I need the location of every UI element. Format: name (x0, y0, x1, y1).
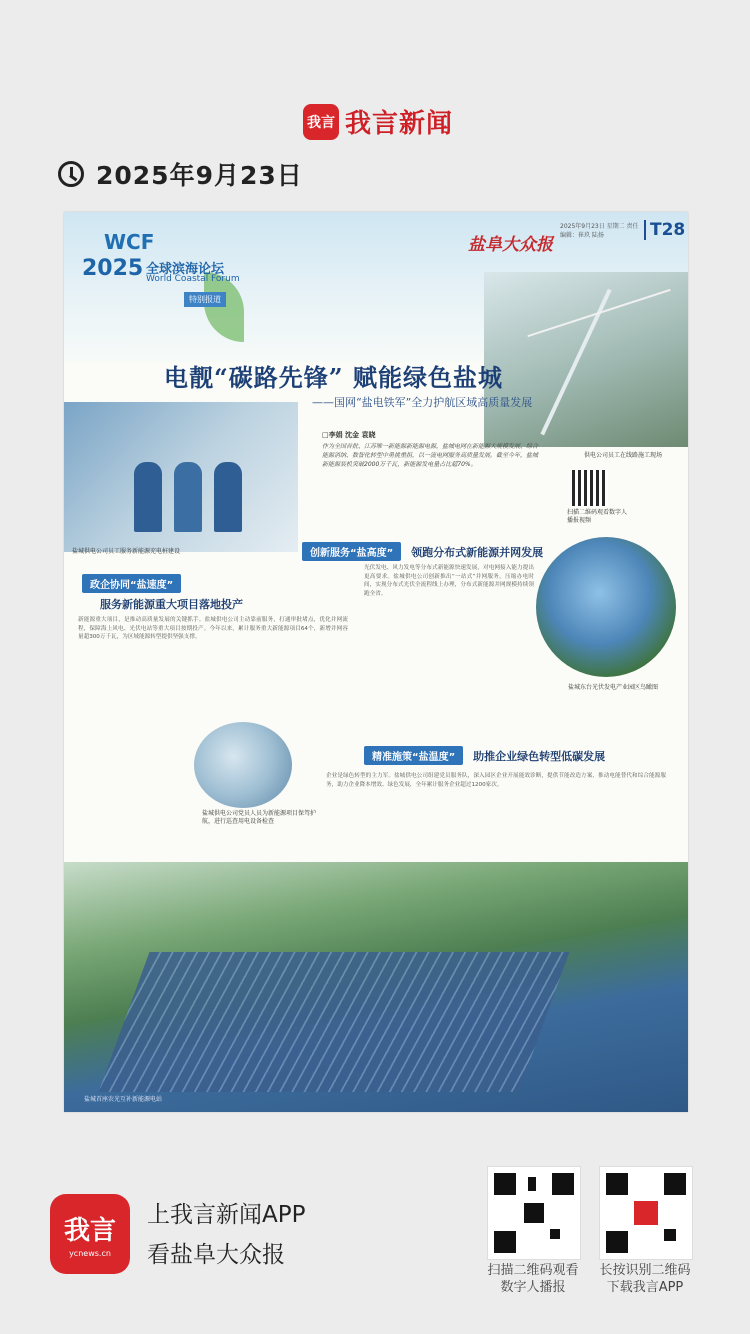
qr1-caption-line2: 数字人播报 (500, 1280, 566, 1295)
app-logo-url: ycnews.cn (69, 1249, 111, 1258)
section-badge: 政企协同“盐速度” (82, 574, 181, 593)
forum-name-en: World Coastal Forum (146, 274, 240, 284)
qr2-caption-line2: 下载我言APP (606, 1280, 684, 1295)
app-logo-icon[interactable] (50, 1194, 130, 1274)
small-qr-caption: 扫描二维码观看数字人播报视频 (567, 509, 628, 524)
tower-photo-caption: 供电公司员工在线路施工现场 (584, 452, 663, 459)
section1-title: 服务新能源重大项目落地投产 (100, 598, 243, 611)
logo-badge-icon: 我言 (303, 104, 339, 140)
section2-body: 光伏发电、风力发电等分布式新能源快速发展，对电网接入能力提出更高要求。盐城供电公司创新推出“一站式”并网服务，压缩办电时间，实现分布式光伏全流程线上办理，分布式新能源并网规模持续领跑全省。 (364, 565, 534, 597)
footer-promo-line2: 看盐阜大众报 (147, 1242, 285, 1268)
publish-date: 2025年9月23日 (96, 161, 303, 190)
aerial-photo-caption: 盐城东台光伏发电产业园区鸟瞰图 (568, 684, 659, 691)
forum-year: 2025 (82, 256, 144, 281)
section-government-header (82, 574, 181, 593)
clock-icon (58, 161, 84, 187)
page-number: T28 (644, 220, 685, 240)
photo1-caption: 盐城供电公司员工服务新能源充电桩建设 (72, 548, 181, 555)
solar-panels-array (99, 952, 570, 1092)
section-precision-header (364, 746, 605, 765)
byline: □李娟 沈金 袁晓 (322, 431, 376, 439)
section-badge: 创新服务“盐高度” (302, 542, 401, 561)
newspaper-page[interactable] (64, 212, 688, 1112)
section-innovation-header (302, 542, 543, 561)
worker-figure (214, 462, 242, 532)
power-tower-photo (484, 272, 688, 447)
footer-promo-line1: 上我言新闻APP (147, 1202, 306, 1228)
farm-photo-caption: 盐城首座农光互补新能源电站 (84, 1096, 163, 1103)
headline: 电靓“碳路先锋” 赋能绿色盐城 (164, 363, 503, 392)
special-report-tag: 特别报道 (184, 292, 226, 307)
section-title: 领跑分布式新能源并网发展 (411, 545, 544, 559)
inspection-worker-photo (194, 722, 292, 808)
worker-figure (134, 462, 162, 532)
digital-anchor-qr-code-icon[interactable] (487, 1166, 581, 1260)
download-app-qr-code-icon[interactable] (599, 1166, 693, 1260)
qr2-caption (585, 1262, 705, 1296)
solar-park-aerial-photo (536, 537, 676, 677)
site-logo (303, 103, 453, 140)
forum-name-cn: 全球滨海论坛 (146, 262, 225, 277)
section3-body: 企业是绿色转型的主力军。盐城供电公司组建党员服务队，深入园区企业开展能效诊断，提供节能改造方案，推动电能替代和综合能源服务，助力企业降本增效、绿色发展，全年累计服务企业超过1200家次。 (326, 773, 666, 788)
small-qr-code-icon[interactable] (572, 470, 608, 506)
subheadline: ——国网“盐电铁军”全力护航区域高质量发展 (312, 396, 533, 409)
forum-logo: WCF (104, 230, 155, 254)
page-meta: 2025年9月23日 星期二 责任编辑：崔玖 陆扬 (560, 223, 639, 239)
worker-photo-caption: 盐城供电公司党员人员为新能源项目保驾护航，进行巡查用电设备检查 (202, 810, 317, 825)
logo-text: 我言新闻 (345, 109, 454, 139)
charging-station-photo (64, 402, 298, 552)
qr2-caption-line1: 长按识别二维码 (599, 1263, 691, 1278)
lead-paragraph: 作为全国首批、江苏唯一新能源新能源电源，盐城电网在新能源大规模发展、综合能源消纳、数智化转型中勇挑重担，以一流电网服务高质量发展。截至今年，盐城新能源装机突破2000万千瓦，新能源发电量占比超70%。 (322, 443, 539, 468)
section1-body: 新能源重大项目，是推动高质量发展的关键抓手。盐城供电公司主动靠前服务，打通审批堵点，优化并网流程，保障海上风电、光伏电站等重大项目按期投产。今年以来，累计服务重大新能源项目64个，新增并网容量超300万千瓦，为区域能源转型提供坚强支撑。 (78, 617, 348, 640)
section-badge: 精准施策“盐温度” (364, 746, 463, 765)
date-row (58, 156, 303, 192)
qr1-caption (473, 1262, 593, 1296)
qr1-caption-line1: 扫描二维码观看 (487, 1263, 579, 1278)
worker-figure (174, 462, 202, 532)
section-title: 助推企业绿色转型低碳发展 (473, 749, 606, 763)
app-logo-text: 我言 (63, 1216, 116, 1246)
newspaper-name: 盐阜大众报 (468, 235, 553, 255)
